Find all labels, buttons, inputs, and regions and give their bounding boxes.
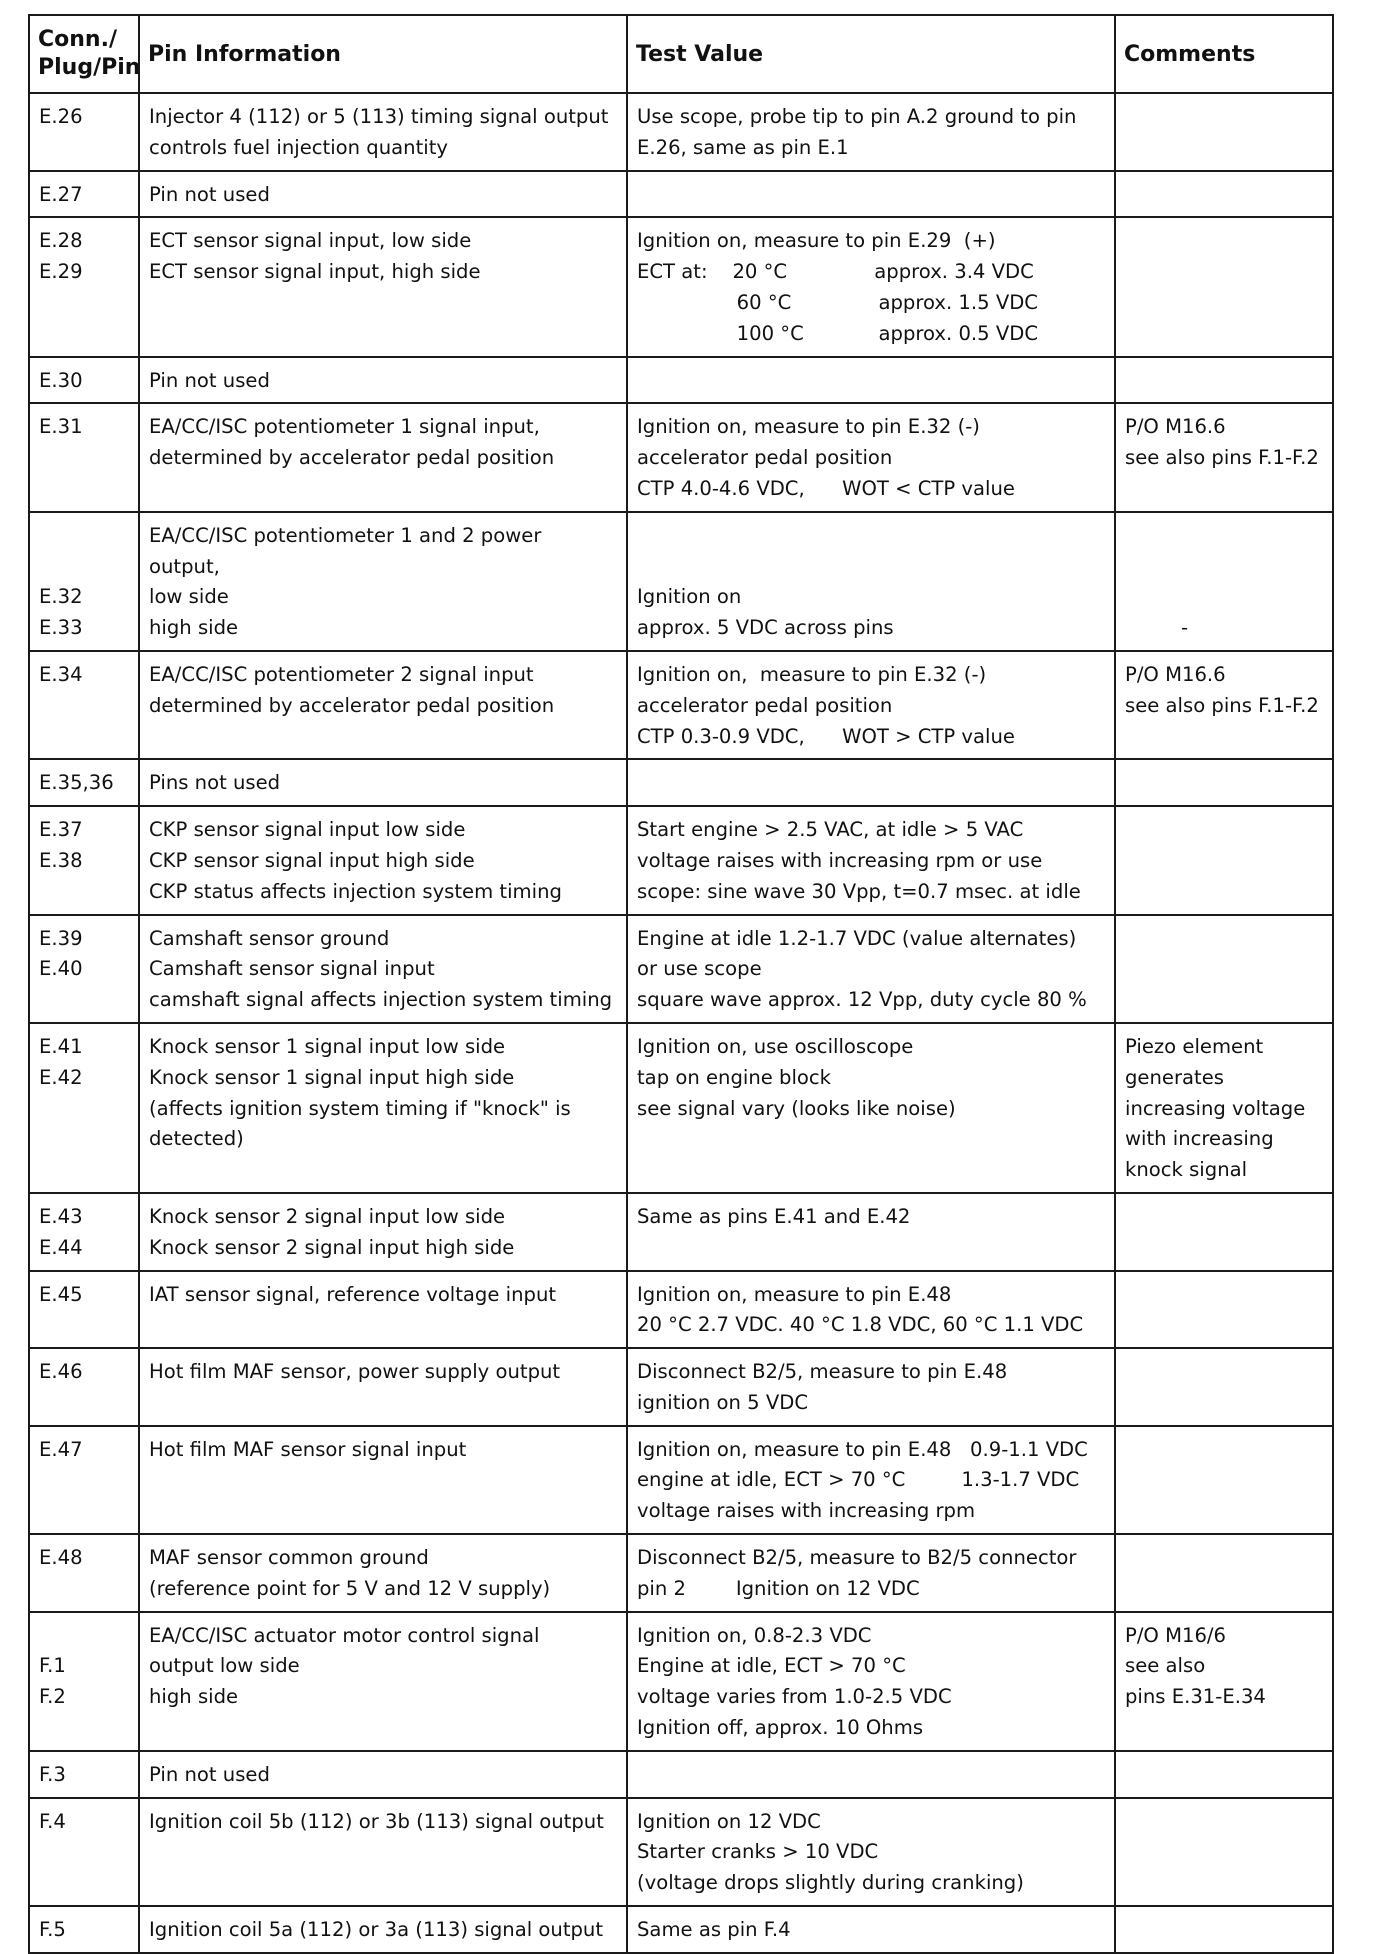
table-body [29, 93, 1333, 1953]
table-row [29, 93, 1333, 171]
header-pin-information: Pin Information [139, 15, 627, 93]
pin-info-cell [139, 1534, 627, 1612]
pin-line: E.42 [39, 1065, 83, 1089]
pin-info-line: (reference point for 5 V and 12 V supply) [149, 1576, 551, 1600]
pin-info-cell [139, 1906, 627, 1953]
table-row [29, 512, 1333, 651]
test-value-cell [627, 93, 1115, 171]
table-row [29, 1798, 1333, 1906]
test-value-line: Disconnect B2/5, measure to pin E.48 [637, 1360, 1008, 1384]
pin-line: F.3 [39, 1762, 66, 1786]
pin-cell [29, 93, 139, 171]
test-value-cell [627, 1751, 1115, 1798]
pin-line: E.26 [39, 105, 83, 128]
pin-cell [29, 806, 139, 914]
pin-line: E.31 [39, 415, 83, 439]
comments-line: P/O M16/6 [1125, 1623, 1226, 1647]
test-value-line: 20 °C 2.7 VDC. 40 °C 1.8 VDC, 60 °C 1.1 VDC [637, 1313, 1084, 1337]
comments-line: pins E.31-E.34 [1125, 1685, 1266, 1709]
test-value-cell [627, 1271, 1115, 1349]
pin-info-cell [139, 915, 627, 1023]
comments-line: increasing voltage [1125, 1096, 1306, 1120]
pin-info-line: Ignition coil 5a (112) or 3a (113) signal output [149, 1918, 604, 1942]
header-row [29, 15, 1333, 93]
pin-info-cell [139, 1426, 627, 1534]
pin-line: E.45 [39, 1282, 83, 1306]
test-value-line: voltage raises with increasing rpm or use [637, 848, 1043, 872]
pin-info-line: CKP sensor signal input low side [149, 818, 466, 842]
comments-line [1125, 521, 1324, 552]
pin-cell [29, 1751, 139, 1798]
test-value-line: Ignition on, measure to pin E.32 (-) [637, 415, 980, 439]
comments-cell [1115, 512, 1333, 651]
test-value-cell [627, 512, 1115, 651]
pin-info-cell [139, 171, 627, 218]
pin-info-line: Hot film MAF sensor signal input [149, 1437, 467, 1461]
test-value-cell [627, 1798, 1115, 1906]
test-value-cell [627, 1612, 1115, 1751]
test-value-line: Use scope, probe tip to pin A.2 ground to pin [637, 105, 1077, 128]
test-value-line: Ignition on, measure to pin E.48 [637, 1282, 952, 1306]
test-value-line: accelerator pedal position [637, 446, 893, 470]
test-value-line: Ignition off, approx. 10 Ohms [637, 1716, 924, 1740]
table-row [29, 1348, 1333, 1426]
comments-cell [1115, 357, 1333, 404]
comments-cell [1115, 806, 1333, 914]
pin-info-line: CKP sensor signal input high side [149, 848, 475, 872]
pin-line: E.48 [39, 1546, 83, 1570]
comments-cell [1115, 1271, 1333, 1349]
comments-line [1125, 552, 1324, 583]
pin-info-line: output, [149, 554, 220, 578]
table-row [29, 1426, 1333, 1534]
table-row [29, 217, 1333, 356]
pin-info-line: MAF sensor common ground [149, 1546, 429, 1570]
table-row [29, 1271, 1333, 1349]
table-row [29, 651, 1333, 759]
pin-cell [29, 171, 139, 218]
table-row [29, 1906, 1333, 1953]
comments-cell [1115, 93, 1333, 171]
pin-cell [29, 1193, 139, 1271]
pin-line [39, 1621, 130, 1652]
table-row [29, 1751, 1333, 1798]
test-value-line: CTP 0.3-0.9 VDC, WOT > CTP value [637, 724, 1015, 748]
comments-cell [1115, 403, 1333, 511]
pin-info-line: ECT sensor signal input, low side [149, 229, 472, 253]
pin-info-line: CKP status affects injection system timing [149, 879, 562, 903]
pin-line: E.47 [39, 1437, 83, 1461]
pin-information-table [28, 14, 1334, 1954]
test-value-cell [627, 171, 1115, 218]
pin-cell [29, 1023, 139, 1193]
pin-info-line: Pin not used [149, 368, 270, 392]
pin-info-line: high side [149, 616, 239, 640]
pin-info-cell [139, 357, 627, 404]
test-value-cell [627, 357, 1115, 404]
pin-line: E.40 [39, 957, 83, 981]
test-value-line: Ignition on, measure to pin E.29 (+) [637, 229, 996, 253]
test-value-line: Ignition on, 0.8-2.3 VDC [637, 1623, 872, 1647]
pin-cell [29, 651, 139, 759]
pin-line: F.2 [39, 1685, 66, 1709]
comments-cell [1115, 1023, 1333, 1193]
comments-line: with increasing [1125, 1127, 1274, 1151]
pin-cell [29, 217, 139, 356]
test-value-cell [627, 1348, 1115, 1426]
pin-line: E.41 [39, 1034, 83, 1058]
pin-info-cell [139, 217, 627, 356]
pin-line [39, 552, 130, 583]
comments-cell [1115, 1348, 1333, 1426]
test-value-cell [627, 1426, 1115, 1534]
pin-info-line: EA/CC/ISC actuator motor control signal [149, 1623, 540, 1647]
test-value-line: (voltage drops slightly during cranking) [637, 1871, 1024, 1895]
pin-info-cell [139, 1271, 627, 1349]
test-value-line: 100 °C approx. 0.5 VDC [637, 321, 1039, 345]
test-value-line: engine at idle, ECT > 70 °C 1.3-1.7 VDC [637, 1468, 1080, 1492]
test-value-cell [627, 1193, 1115, 1271]
pin-info-line: EA/CC/ISC potentiometer 1 and 2 power [149, 523, 542, 547]
pin-line: E.46 [39, 1360, 83, 1384]
pin-info-cell [139, 759, 627, 806]
header-test-value: Test Value [627, 15, 1115, 93]
pin-cell [29, 357, 139, 404]
pin-info-line: Knock sensor 1 signal input low side [149, 1034, 506, 1058]
test-value-cell [627, 217, 1115, 356]
test-value-line: or use scope [637, 957, 762, 981]
pin-info-line: EA/CC/ISC potentiometer 2 signal input [149, 662, 534, 686]
pin-line: E.33 [39, 616, 83, 640]
comments-cell [1115, 651, 1333, 759]
pin-line: F.1 [39, 1654, 66, 1678]
header-comments: Comments [1115, 15, 1333, 93]
pin-info-line: Pins not used [149, 771, 281, 795]
pin-info-line: Injector 4 (112) or 5 (113) timing signal output [149, 105, 609, 128]
pin-line: E.34 [39, 662, 83, 686]
comments-cell [1115, 915, 1333, 1023]
test-value-cell [627, 651, 1115, 759]
comments-cell [1115, 1751, 1333, 1798]
pin-info-line: low side [149, 585, 229, 609]
test-value-line: Ignition on 12 VDC [637, 1809, 821, 1833]
test-value-line: 60 °C approx. 1.5 VDC [637, 290, 1038, 314]
comments-line: see also [1125, 1654, 1206, 1678]
test-value-line: voltage raises with increasing rpm [637, 1499, 976, 1523]
table-row [29, 403, 1333, 511]
table-row [29, 915, 1333, 1023]
pin-info-line: EA/CC/ISC potentiometer 1 signal input, [149, 415, 540, 439]
test-value-line: Ignition on, measure to pin E.48 0.9-1.1 VDC [637, 1437, 1088, 1461]
pin-info-cell [139, 1348, 627, 1426]
table-row [29, 806, 1333, 914]
comments-cell [1115, 1426, 1333, 1534]
pin-line: E.44 [39, 1235, 83, 1259]
table-row [29, 171, 1333, 218]
pin-line: F.5 [39, 1918, 66, 1942]
pin-line: E.39 [39, 926, 83, 950]
pin-info-line: Pin not used [149, 182, 270, 206]
pin-info-line: controls fuel injection quantity [149, 135, 448, 159]
pin-info-cell [139, 1751, 627, 1798]
test-value-line: Disconnect B2/5, measure to B2/5 connector [637, 1546, 1077, 1570]
test-value-line [637, 521, 1106, 552]
pin-line: F.4 [39, 1809, 66, 1833]
test-value-cell [627, 915, 1115, 1023]
pin-cell [29, 512, 139, 651]
pin-info-line: Camshaft sensor signal input [149, 957, 435, 981]
test-value-line: Same as pins E.41 and E.42 [637, 1204, 911, 1228]
test-value-line: CTP 4.0-4.6 VDC, WOT < CTP value [637, 476, 1015, 500]
test-value-cell [627, 403, 1115, 511]
test-value-line: Engine at idle 1.2-1.7 VDC (value alternates) [637, 926, 1077, 950]
comments-line: Piezo element [1125, 1034, 1264, 1058]
test-value-cell [627, 1534, 1115, 1612]
comments-line: knock signal [1125, 1158, 1248, 1182]
pin-info-line: determined by accelerator pedal position [149, 693, 555, 717]
comments-cell [1115, 171, 1333, 218]
test-value-line: approx. 5 VDC across pins [637, 616, 894, 640]
pin-line: E.37 [39, 818, 83, 842]
test-value-line [637, 552, 1106, 583]
pin-info-line: Knock sensor 1 signal input high side [149, 1065, 515, 1089]
pin-cell [29, 403, 139, 511]
comments-cell [1115, 759, 1333, 806]
test-value-line: Ignition on [637, 585, 742, 609]
comments-cell [1115, 1798, 1333, 1906]
table-row [29, 357, 1333, 404]
test-value-line: E.26, same as pin E.1 [637, 135, 849, 159]
pin-info-cell [139, 651, 627, 759]
pin-line: E.29 [39, 260, 83, 284]
pin-info-line: (affects ignition system timing if "knock" is [149, 1096, 571, 1120]
table-row [29, 759, 1333, 806]
pin-line: E.30 [39, 368, 83, 392]
pin-info-cell [139, 403, 627, 511]
pin-info-line: IAT sensor signal, reference voltage input [149, 1282, 557, 1306]
comments-line [1125, 582, 1324, 613]
test-value-line: ECT at: 20 °C approx. 3.4 VDC [637, 260, 1034, 284]
pin-info-cell [139, 1612, 627, 1751]
table-row [29, 1023, 1333, 1193]
pin-info-line: high side [149, 1685, 239, 1709]
test-value-line: tap on engine block [637, 1065, 832, 1089]
pin-cell [29, 1426, 139, 1534]
comments-line: generates [1125, 1065, 1224, 1089]
test-value-line: square wave approx. 12 Vpp, duty cycle 80 % [637, 988, 1087, 1012]
comments-line: see also pins F.1-F.2 [1125, 693, 1319, 717]
comments-line: P/O M16.6 [1125, 662, 1226, 686]
pin-info-cell [139, 1193, 627, 1271]
pin-cell [29, 1906, 139, 1953]
pin-info-cell [139, 93, 627, 171]
pin-cell [29, 759, 139, 806]
pin-info-line: output low side [149, 1654, 300, 1678]
test-value-line: accelerator pedal position [637, 693, 893, 717]
test-value-line: pin 2 Ignition on 12 VDC [637, 1576, 920, 1600]
test-value-cell [627, 759, 1115, 806]
pin-info-cell [139, 1023, 627, 1193]
pin-cell [29, 1271, 139, 1349]
header-conn-plug-pin [29, 15, 139, 93]
comments-line: P/O M16.6 [1125, 415, 1226, 439]
pin-info-line: detected) [149, 1127, 244, 1151]
pin-info-line: Knock sensor 2 signal input high side [149, 1235, 515, 1259]
pin-info-line: ECT sensor signal input, high side [149, 260, 481, 284]
test-value-line: scope: sine wave 30 Vpp, t=0.7 msec. at idle [637, 879, 1081, 903]
pin-info-line: Hot film MAF sensor, power supply output [149, 1360, 561, 1384]
pin-line: E.35,36 [39, 771, 114, 795]
test-value-line: Ignition on, use oscilloscope [637, 1034, 914, 1058]
test-value-line: voltage varies from 1.0-2.5 VDC [637, 1685, 952, 1709]
pin-info-line: determined by accelerator pedal position [149, 446, 555, 470]
comments-cell [1115, 1534, 1333, 1612]
pin-info-line: Camshaft sensor ground [149, 926, 390, 950]
header-conn-line-2: Plug/Pin [38, 55, 141, 80]
pin-line [39, 521, 130, 552]
table-row [29, 1193, 1333, 1271]
table-row [29, 1612, 1333, 1751]
test-value-line: ignition on 5 VDC [637, 1390, 809, 1414]
test-value-line: Engine at idle, ECT > 70 °C [637, 1654, 906, 1678]
pin-info-cell [139, 806, 627, 914]
comments-cell [1115, 1612, 1333, 1751]
test-value-line: Starter cranks > 10 VDC [637, 1840, 879, 1864]
test-value-cell [627, 1906, 1115, 1953]
comments-cell [1115, 217, 1333, 356]
pin-cell [29, 1348, 139, 1426]
pin-cell [29, 1798, 139, 1906]
comments-line: see also pins F.1-F.2 [1125, 446, 1319, 470]
test-value-line: see signal vary (looks like noise) [637, 1096, 956, 1120]
test-value-cell [627, 806, 1115, 914]
pin-line: E.28 [39, 229, 83, 253]
header-conn-line-1: Conn./ [38, 27, 117, 52]
pin-info-cell [139, 512, 627, 651]
pin-line: E.27 [39, 182, 83, 206]
test-value-cell [627, 1023, 1115, 1193]
pin-cell [29, 1612, 139, 1751]
pin-cell [29, 1534, 139, 1612]
comments-cell [1115, 1906, 1333, 1953]
test-value-line: Ignition on, measure to pin E.32 (-) [637, 662, 987, 686]
pin-info-line: Ignition coil 5b (112) or 3b (113) signal output [149, 1809, 604, 1833]
pin-info-line: Pin not used [149, 1762, 270, 1786]
pin-line: E.43 [39, 1204, 83, 1228]
pin-cell [29, 915, 139, 1023]
table-row [29, 1534, 1333, 1612]
pin-info-line: Knock sensor 2 signal input low side [149, 1204, 506, 1228]
pin-info-line: camshaft signal affects injection system timing [149, 988, 613, 1012]
comments-line: - [1125, 616, 1189, 640]
comments-cell [1115, 1193, 1333, 1271]
pin-info-cell [139, 1798, 627, 1906]
test-value-line: Same as pin F.4 [637, 1918, 791, 1942]
test-value-line: Start engine > 2.5 VAC, at idle > 5 VAC [637, 818, 1024, 842]
pin-line: E.38 [39, 848, 83, 872]
pin-line: E.32 [39, 585, 83, 609]
